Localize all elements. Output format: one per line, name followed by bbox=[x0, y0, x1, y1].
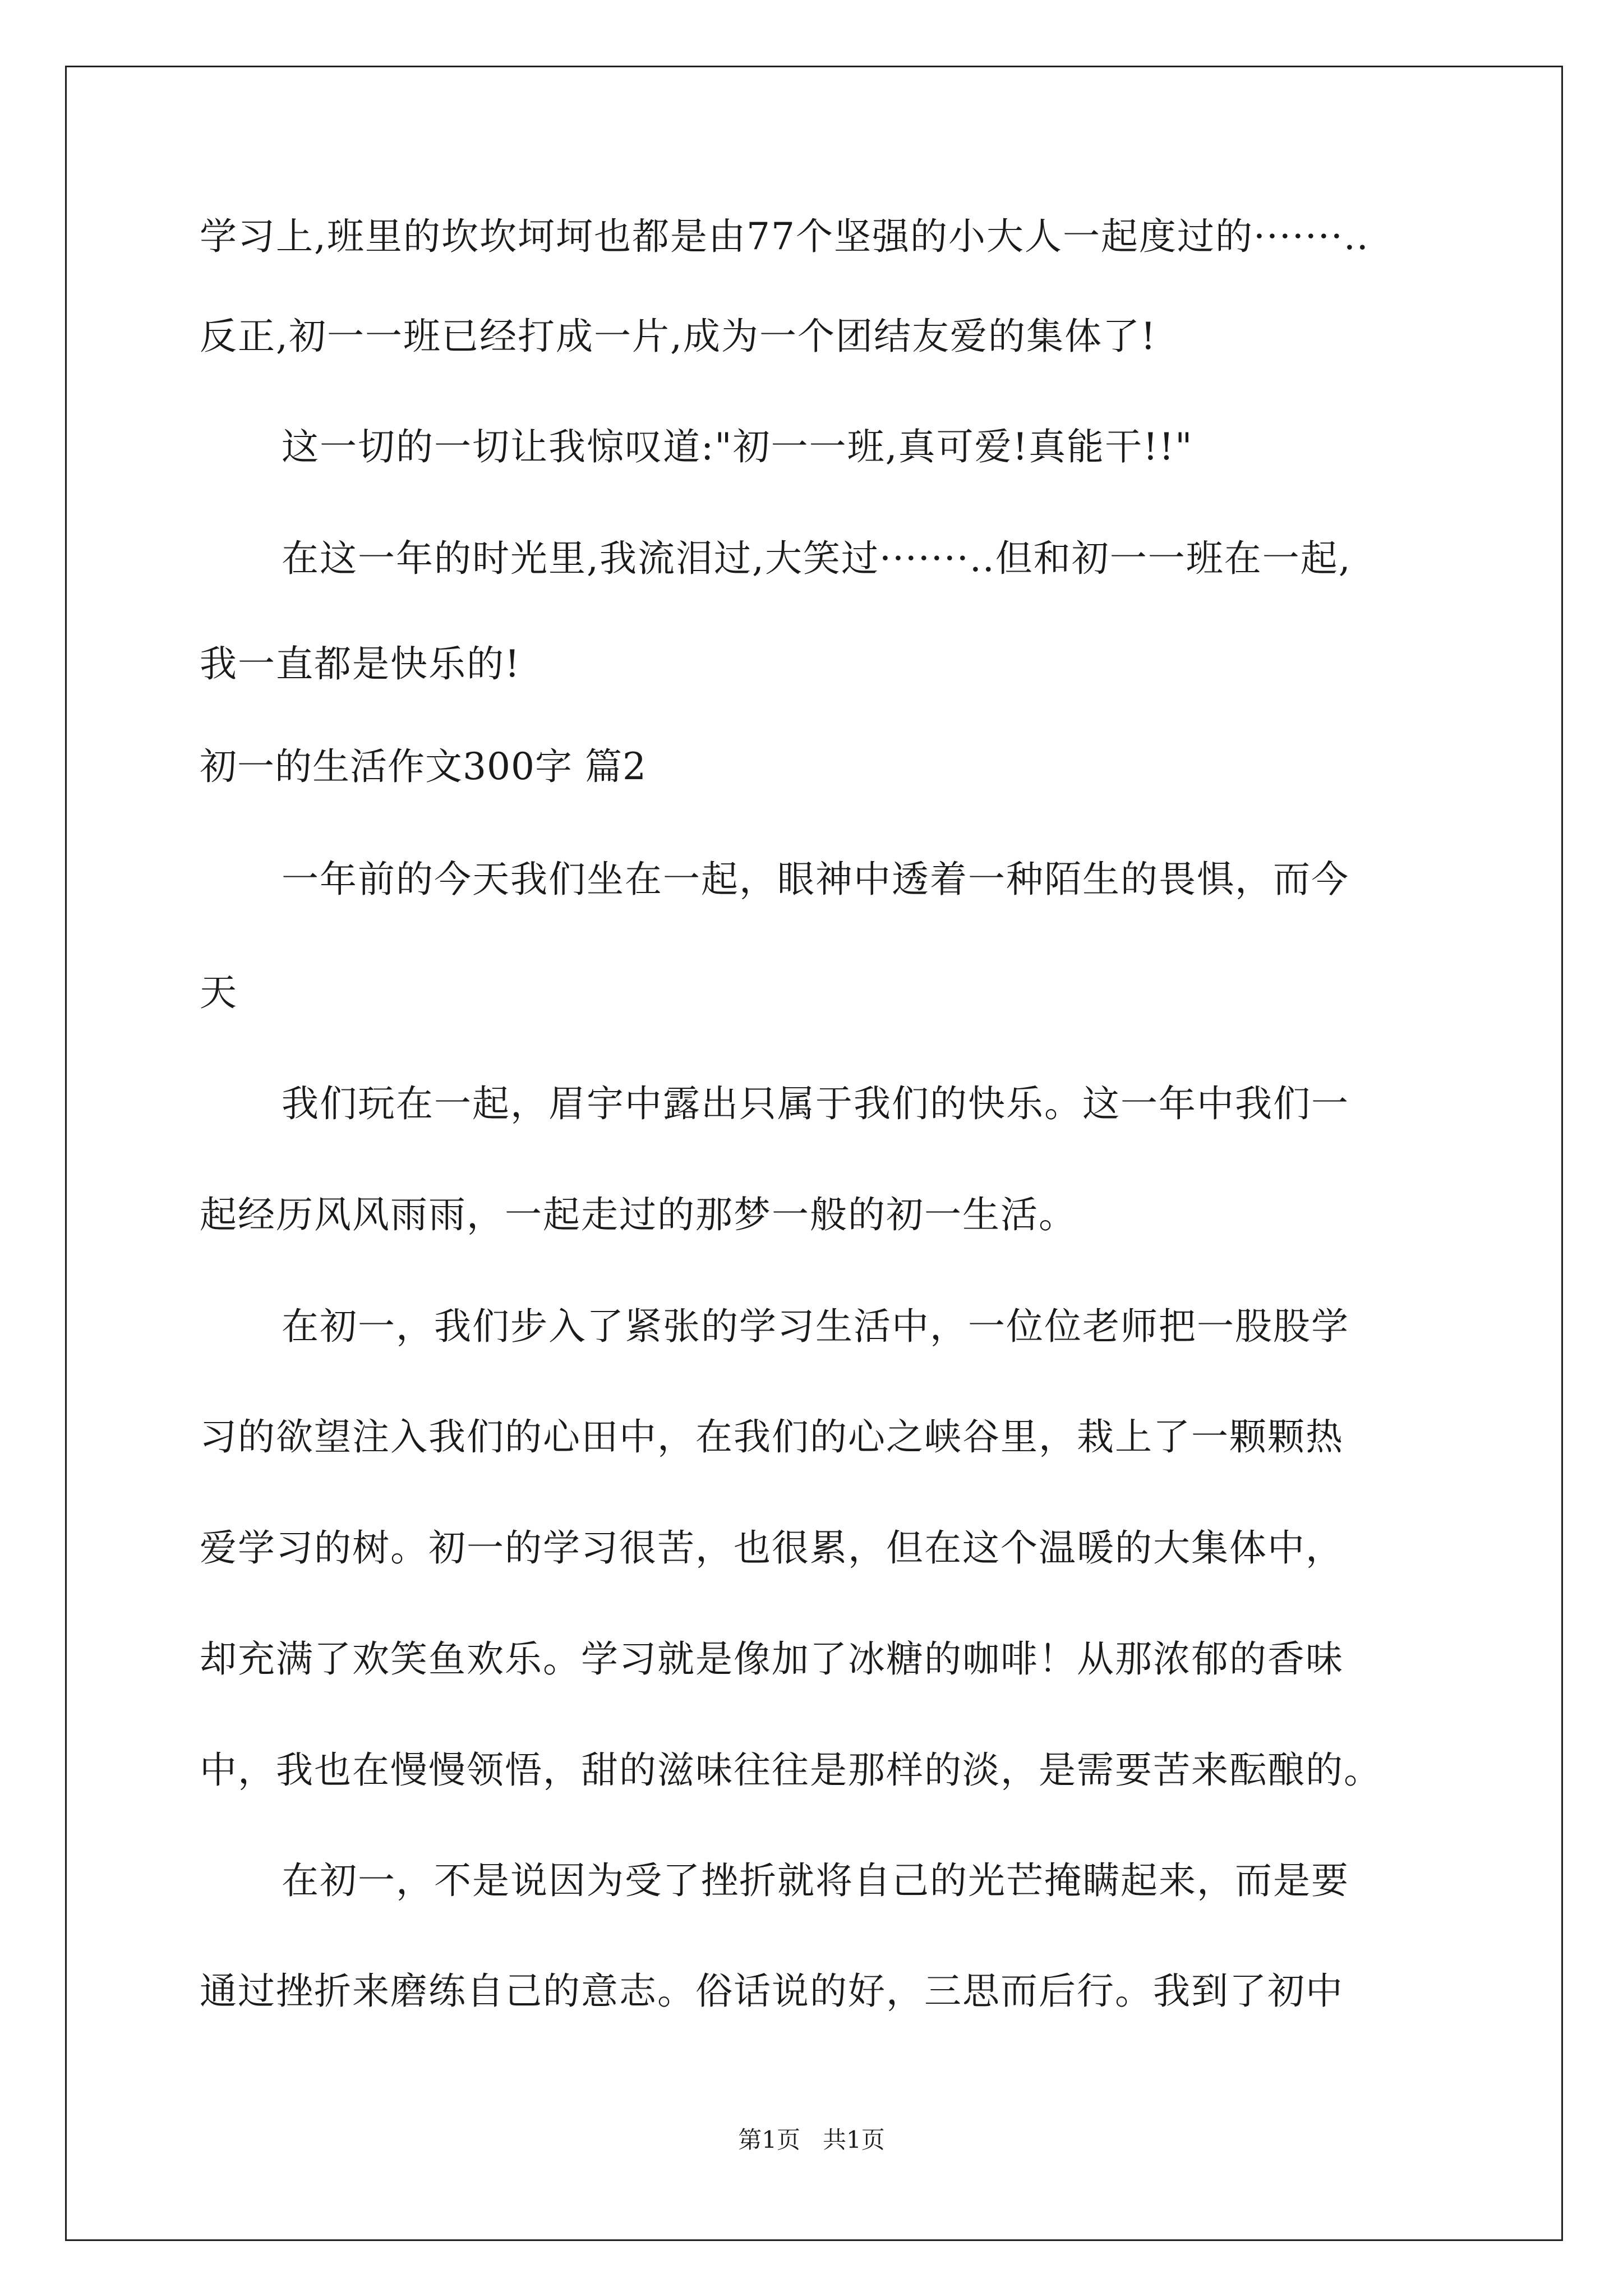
text-line-14: 却充满了欢笑鱼欢乐。学习就是像加了冰糖的咖啡！从那浓郁的香味 bbox=[200, 1637, 1344, 1681]
text-line-1: 学习上,班里的坎坎坷坷也都是由77个坚强的小大人一起度过的·······.. bbox=[200, 215, 1370, 258]
text-line-10: 起经历风风雨雨，一起走过的那梦一般的初一生活。 bbox=[200, 1193, 1077, 1236]
text-line-12: 习的欲望注入我们的心田中，在我们的心之峡谷里，栽上了一颗颗热 bbox=[200, 1415, 1344, 1458]
text-line-15: 中，我也在慢慢领悟，甜的滋味往往是那样的淡，是需要苦来酝酿的。 bbox=[200, 1749, 1382, 1792]
text-line-3: 这一切的一切让我惊叹道:"初一一班,真可爱!真能干!!" bbox=[282, 425, 1193, 468]
text-line-9: 我们玩在一起，眉宇中露出只属于我们的快乐。这一年中我们一 bbox=[282, 1082, 1349, 1125]
text-line-8: 天 bbox=[200, 971, 238, 1014]
section-heading: 初一的生活作文300字 篇2 bbox=[200, 745, 647, 788]
text-line-5: 我一直都是快乐的! bbox=[200, 642, 521, 685]
text-line-16: 在初一，不是说因为受了挫折就将自己的光芒掩瞒起来，而是要 bbox=[282, 1859, 1349, 1902]
text-line-4: 在这一年的时光里,我流泪过,大笑过·······..但和初一一班在一起, bbox=[282, 537, 1352, 580]
text-line-13: 爱学习的树。初一的学习很苦，也很累，但在这个温暖的大集体中， bbox=[200, 1526, 1344, 1570]
page-border bbox=[65, 66, 1563, 2241]
text-line-7: 一年前的今天我们坐在一起，眼神中透着一种陌生的畏惧，而今 bbox=[282, 858, 1349, 901]
text-line-11: 在初一，我们步入了紧张的学习生活中，一位位老师把一股股学 bbox=[282, 1305, 1349, 1348]
text-line-2: 反正,初一一班已经打成一片,成为一个团结友爱的集体了! bbox=[200, 315, 1157, 358]
text-line-17: 通过挫折来磨练自己的意志。俗话说的好，三思而后行。我到了初中 bbox=[200, 1970, 1344, 2013]
page-footer: 第1页 共1页 bbox=[738, 2126, 885, 2154]
